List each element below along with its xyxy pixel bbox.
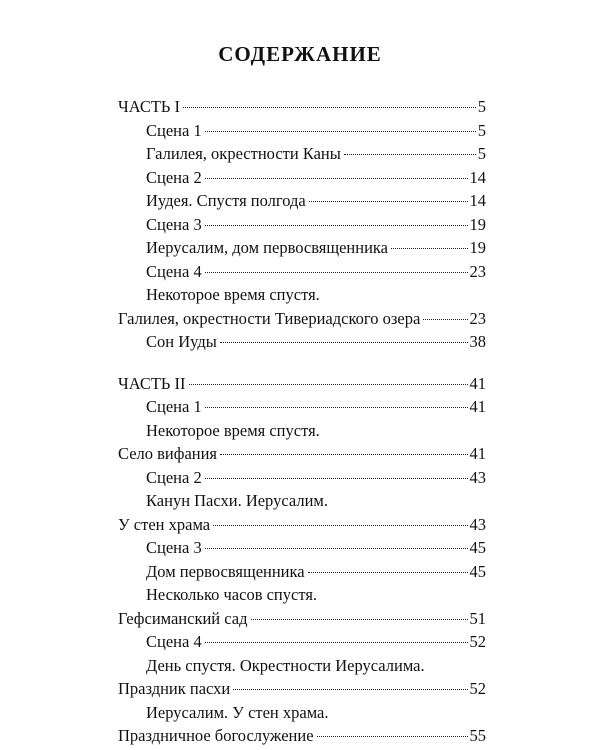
section-gap: [118, 356, 486, 374]
toc-entry[interactable]: [118, 144, 486, 168]
toc-entry-page: 5: [477, 97, 486, 116]
toc-entry-label: Сцена 1: [146, 397, 202, 416]
toc-entry[interactable]: [118, 238, 486, 262]
toc-entry[interactable]: [118, 679, 486, 703]
dot-leader: [183, 107, 476, 108]
toc-entry-label: Некоторое время спустя.: [146, 285, 320, 304]
toc-entry[interactable]: [118, 609, 486, 633]
toc-entry-page: 41: [469, 373, 486, 393]
dot-leader: [391, 248, 467, 249]
toc-entry-label: У стен храма: [118, 514, 211, 534]
dot-leader: [233, 689, 467, 690]
toc-entry-label: Сон Иуды: [146, 332, 217, 351]
toc-entry-label: Иудея. Спустя полгода: [146, 191, 306, 210]
toc-entry-label: Некоторое время спустя.: [146, 420, 320, 440]
toc-entry-page: 23: [469, 261, 486, 281]
toc-entry-label: Галилея, окрестности Каны: [146, 144, 341, 163]
toc-entry-page: 51: [469, 608, 486, 628]
toc-entry-label: Сцена 2: [146, 167, 202, 187]
toc-entry-label: ЧАСТЬ I: [118, 97, 180, 116]
toc-entry-label: Канун Пасхи. Иерусалим.: [146, 491, 328, 510]
toc-entry[interactable]: [118, 191, 486, 215]
dot-leader: [205, 272, 468, 273]
page-title: СОДЕРЖАНИЕ: [218, 42, 382, 66]
toc-entry[interactable]: [118, 262, 486, 286]
toc-entry[interactable]: [118, 562, 486, 586]
toc-entry[interactable]: [118, 538, 486, 562]
toc-entry-page: 41: [469, 444, 486, 463]
toc-entry-label: Праздник пасхи: [118, 679, 231, 698]
dot-leader: [205, 131, 476, 132]
toc-entry-page: 5: [477, 144, 486, 163]
dot-leader: [309, 201, 468, 202]
dot-leader: [423, 319, 467, 320]
toc-entry-label: Праздничное богослужение: [118, 726, 314, 745]
dot-leader: [205, 407, 468, 408]
toc-subtitle: [118, 421, 486, 445]
toc-entry-page: 43: [469, 467, 486, 487]
toc-subtitle: [118, 491, 486, 515]
toc-entry-page: 45: [469, 561, 486, 581]
toc-entry[interactable]: [118, 726, 486, 750]
toc-entry-page: 38: [469, 332, 486, 351]
toc-entry-page: 23: [469, 308, 486, 328]
dot-leader: [205, 642, 468, 643]
toc-entry[interactable]: [118, 468, 486, 492]
toc-entry-page: 5: [477, 120, 486, 140]
toc-entry[interactable]: [118, 309, 486, 333]
toc-entry-label: Сцена 2: [146, 467, 202, 487]
dot-leader: [317, 736, 468, 737]
dot-leader: [220, 342, 468, 343]
dot-leader: [189, 384, 468, 385]
toc-entry-label: ЧАСТЬ II: [118, 373, 186, 393]
toc-entry-page: 52: [469, 679, 486, 698]
dot-leader: [205, 178, 468, 179]
toc-entry[interactable]: [118, 121, 486, 145]
toc-entry[interactable]: [118, 168, 486, 192]
toc-entry-page: 19: [469, 238, 486, 257]
toc-entry-label: Гефсиманский сад: [118, 608, 248, 628]
toc-entry-label: Иерусалим. У стен храма.: [146, 702, 329, 722]
toc-entry-label: Сцена 4: [146, 632, 202, 651]
toc-entry-label: Несколько часов спустя.: [146, 585, 318, 604]
toc-entry-label: Село вифания: [118, 444, 218, 463]
toc-entry[interactable]: [118, 97, 486, 121]
toc-entry[interactable]: [118, 632, 486, 656]
toc-entry-label: Дом первосвященника: [146, 561, 305, 581]
toc-entry-label: Сцена 4: [146, 261, 202, 281]
dot-leader: [205, 548, 468, 549]
dot-leader: [213, 525, 467, 526]
toc-entry-page: 14: [469, 191, 486, 210]
toc-entry-page: 45: [469, 538, 486, 557]
toc-entry-label: Сцена 1: [146, 120, 202, 140]
toc-entry-label: Сцена 3: [146, 214, 202, 234]
toc-subtitle: [118, 585, 486, 609]
toc-subtitle: [118, 703, 486, 727]
dot-leader: [220, 454, 467, 455]
toc-entry-page: 19: [469, 214, 486, 234]
toc-entry-label: Сцена 3: [146, 538, 202, 557]
toc-entry-page: 52: [469, 632, 486, 651]
toc-entry-page: 14: [469, 167, 486, 187]
dot-leader: [344, 154, 476, 155]
dot-leader: [205, 225, 468, 226]
toc-entry[interactable]: [118, 332, 486, 356]
toc-entry[interactable]: [118, 215, 486, 239]
toc-subtitle: [118, 285, 486, 309]
toc-entry[interactable]: [118, 515, 486, 539]
toc-entry-label: День спустя. Окрестности Иерусалима.: [146, 655, 425, 675]
toc-subtitle: [118, 656, 486, 680]
dot-leader: [308, 572, 468, 573]
toc-entry[interactable]: [118, 397, 486, 421]
toc-entry-label: Галилея, окрестности Тивериадского озера: [118, 308, 421, 328]
toc-entry[interactable]: [118, 374, 486, 398]
toc-entry-page: 43: [469, 514, 486, 534]
toc-entry-page: 55: [469, 726, 486, 745]
dot-leader: [205, 478, 468, 479]
table-of-contents: [118, 97, 486, 750]
toc-entry-page: 41: [469, 397, 486, 416]
dot-leader: [251, 619, 468, 620]
toc-entry-label: Иерусалим, дом первосвященника: [146, 238, 389, 257]
toc-entry[interactable]: [118, 444, 486, 468]
